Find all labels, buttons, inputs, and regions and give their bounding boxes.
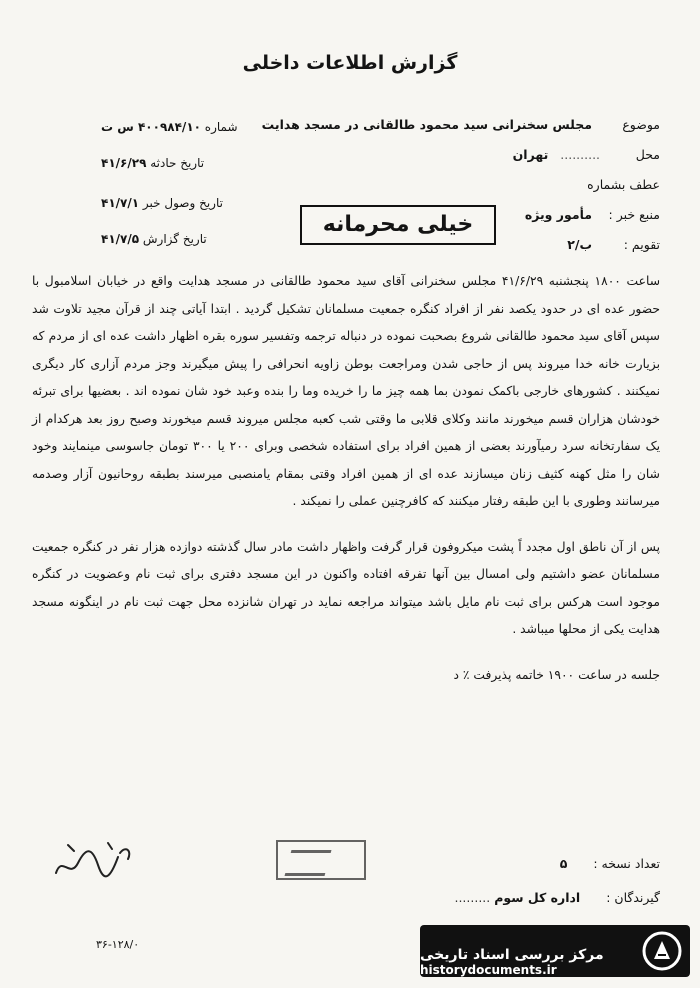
handwritten-signature-icon	[48, 835, 138, 885]
number-label: شماره	[204, 120, 238, 134]
received-date-value: ۴۱/۷/۱	[101, 196, 140, 210]
incident-date-value: ۴۱/۶/۲۹	[101, 156, 147, 170]
document-title: گزارش اطلاعات داخلی	[242, 52, 458, 74]
recipients-value: اداره کل سوم	[494, 890, 581, 905]
report-date-label: تاریخ گزارش	[142, 232, 207, 246]
report-date-row	[95, 232, 207, 246]
subject-row	[262, 117, 660, 132]
copies-label: تعداد نسخه :	[593, 856, 660, 871]
place-label: محل	[635, 147, 660, 162]
reference-number: ۳۶-۱۲۸/۰	[96, 938, 140, 951]
evaluation-label: تقویم :	[623, 237, 660, 252]
source-row	[525, 207, 660, 222]
recipients-label: گیرندگان :	[606, 890, 660, 905]
number-row	[95, 120, 238, 134]
received-date-label: تاریخ وصول خبر	[142, 196, 223, 210]
report-date-value: ۴۱/۷/۵	[101, 232, 140, 246]
copies-row	[560, 856, 660, 871]
watermark-url: historydocuments.ir	[420, 963, 557, 977]
subject-label: موضوع	[622, 117, 660, 132]
received-date-row	[95, 196, 223, 210]
source-value: مأمور ویژه	[524, 207, 593, 222]
watermark-title: مرکز بررسی اسناد تاریخی	[420, 947, 604, 963]
report-body	[32, 268, 660, 689]
copies-value: ۵	[559, 856, 568, 871]
body-paragraph-2: پس از آن ناطق اول مجدد اً پشت میکروفون قرار گرفت واظهار داشت مادر سال گذشته دوازده هزار نفر در کنگره جمعیت مسلمانان عضو داشتیم ولی امسال بین آنها تفرقه افتاده واکنون در این مسجد دفتری برای ثبت نام وعضویت در کنگره موجود است هرکس برای ثبت نام مایل باشد میتواند مراجعه نماید در تهران شانزده محل جهت ثبت نام در اینگونه مسجد هدایت یکی از محلها میباشد .	[32, 539, 660, 636]
subject-value: مجلس سخنرانی سید محمود طالقانی در مسجد هدایت	[261, 117, 593, 132]
incident-date-label: تاریخ حادثه	[150, 156, 205, 170]
incident-date-row	[95, 156, 204, 170]
classification-stamp: خیلی محرمانه	[300, 205, 496, 245]
archive-logo-icon	[642, 931, 682, 971]
evaluation-row	[567, 237, 660, 252]
place-row: محل .......... تهران	[512, 147, 660, 162]
source-label: منبع خبر :	[608, 207, 660, 222]
body-paragraph-3: جلسه در ساعت ۱۹۰۰ خاتمه پذیرفت ٪ د	[453, 667, 660, 682]
body-paragraph-1: ساعت ۱۸۰۰ پنجشنبه ۴۱/۶/۲۹ مجلس سخنرانی آقای سید محمود طالقانی در مسجد هدایت واقع در خیابان اسلامبول با حضور عده ای در حدود یکصد نفر از افراد کنگره جمعیت مسلمانان تشکیل گردید . ابتدا آیاتی چند از قرآن مجید تلاوت شد سپس آقای سید محمود طالقانی شروع بصحبت نموده در دنباله ترجمه وتفسیر سوره بقره اظهار داشت عده ای از مردم که بزیارت خانه خدا میروند پس از حاجی شدن ومراجعت بوطن زاویه انحرافی را پیش میگیرند وجز مردم آزاری کار دیگری نمیکنند . کشورهای خارجی باکمک نمودن بما همه چیز ما را خریده وما را بنده وعبد خود شان نموده اند . بعضیها برای تبرئه خودشان هزاران قسم میخورند مانند وکلای قلابی ما وقتی شب کعبه مجلس میروند قسم میخورند وصبح روز بعد هرکدام از یک سفارتخانه سرد رمیآورند بعضی از همین افراد برای استفاده شخصی وبرای ۲۰۰ یا ۳۰۰ تومان جاسوسی مینمایند وخود شان را مثل کهنه کثیف زنان میسازند عده ای از همین افراد وقتی بمقام یامنصبی میرسند بطبقه روحانیون آزار وصدمه میرسانند وطوری با این طبقه رفتار میکنند که کافرچنین عملی را نمیکند .	[32, 274, 660, 508]
evaluation-value: ب/۲	[567, 237, 593, 252]
ref-row	[587, 177, 660, 192]
ref-label: عطف بشماره	[587, 177, 660, 192]
recipients-row: گیرندگان : اداره کل سوم .........	[454, 890, 660, 905]
place-value: تهران	[512, 147, 549, 162]
number-value: ۴۰۰۹۸۴/۱۰ س ت	[101, 120, 201, 134]
archive-watermark	[420, 925, 690, 977]
registry-stamp	[276, 840, 366, 880]
